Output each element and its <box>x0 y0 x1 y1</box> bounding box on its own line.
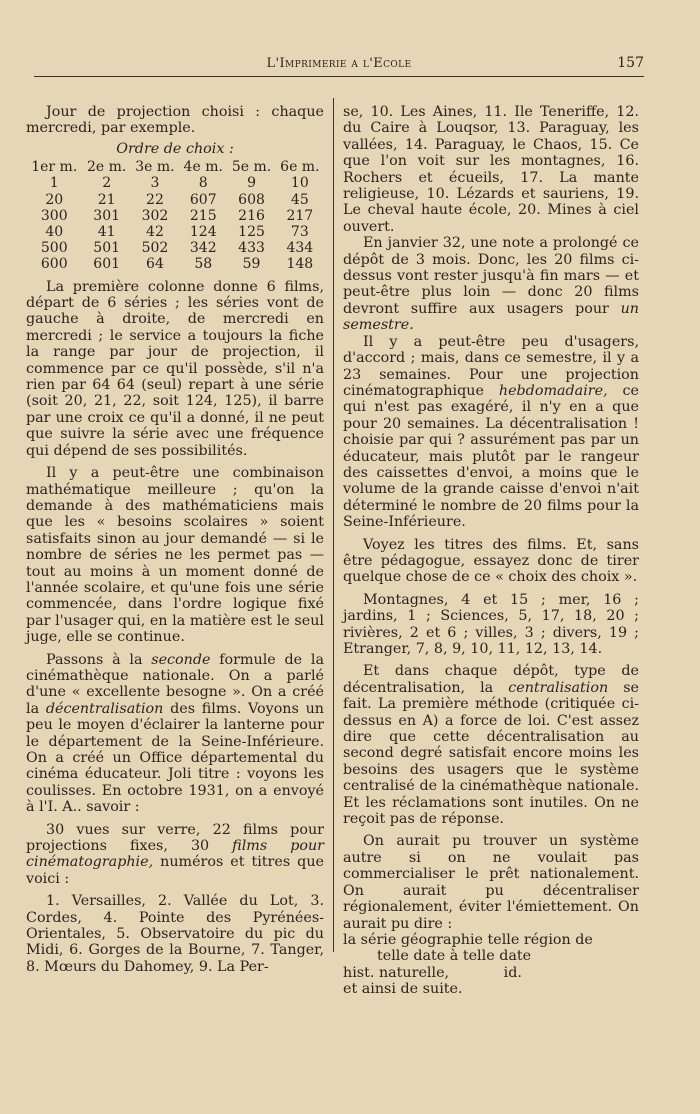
table-cell: 500 <box>40 240 68 257</box>
table-cell: 601 <box>93 256 121 273</box>
list-line: telle date à telle date <box>377 948 532 965</box>
text-run: En janvier 32, une note a prolongé ce dépôt de 3 mois. Donc, les 20 films ci-dessus vont rester jusqu'à fin mars — et peut-être plus loin — donc 20 films devront suffire aux usagers pour <box>343 235 639 317</box>
table-cell: 301 <box>93 207 121 224</box>
column-divider <box>333 98 334 952</box>
table-row <box>26 175 324 191</box>
table-row <box>26 192 324 208</box>
table-cell: 433 <box>238 240 265 257</box>
paragraph: Jour de projection choisi : chaque mercredi, par exemple. <box>26 104 324 137</box>
paragraph: se, 10. Les Aines, 11. Ile Teneriffe, 12. du Caire à Louqsor, 13. Paraguay, les vallées, 14. Paraguay, le Chaos, 15. Ce que l'on voit sur les montagnes, 16. Rochers et écueils, 17. La mante religieuse, 10. Lézards et sauriens, 19. Le cheval haute école, 20. Mines à ciel ouvert. <box>343 104 639 235</box>
table-header-cell: 5e m. <box>231 159 272 176</box>
list-line: la série géographie telle région de <box>343 931 593 948</box>
page-number: 157 <box>617 55 644 71</box>
table-cell: 434 <box>286 240 314 257</box>
table-title: Ordre de choix : <box>116 140 234 157</box>
table-cell: 41 <box>97 224 116 241</box>
paragraph <box>26 652 324 816</box>
paragraph: Il y a peut-être une combinaison mathématique meilleure ; qu'on la demande à des mathématiciens mais que les « besoins scolaires » soient satisfaits sinon au jour demandé — si le nombre de séries ne les permet pas — tout au moins à un moment donné de l'année scolaire, et qu'une fois une série commencée, dans l'ordre logique fixé par l'usager qui, en la matière est le seul juge, elle se continue. <box>26 465 324 646</box>
table-header-cell: 3e m. <box>135 159 175 176</box>
text-run: formule de la cinémathèque nationale. On a parlé d'une « excellente besogne ». On a créé la <box>26 651 324 717</box>
paragraph: Montagnes, 4 et 15 ; mer, 16 ; jardins, 1 ; Sciences, 5, 17, 18, 20 ; rivières, 2 et 6 ; villes, 3 ; divers, 19 ; Etranger, 7, 8, 9, 10, 11, 12, 13, 14. <box>343 591 639 657</box>
table-cell: 216 <box>238 207 265 224</box>
paragraph <box>26 822 324 888</box>
table-cell: 59 <box>242 256 261 273</box>
table-cell: 21 <box>97 191 116 208</box>
table-cell: 124 <box>189 224 217 241</box>
table-cell: 125 <box>238 224 265 241</box>
table-cell: 73 <box>290 224 309 241</box>
text-run: Passons à la <box>46 651 152 668</box>
text-run: se fait. La première méthode (critiquée ci-dessus en A) a force de loi. C'est assez dire que cette décentralisation au second degré satisfait encore moins les besoins des usagers que le système centralisé de la cinémathèque nationale. Et les réclamations sont inutiles. On ne reçoit pas de réponse. <box>343 679 640 828</box>
table-cell: 607 <box>189 191 217 208</box>
emphasis: seconde <box>151 651 211 668</box>
table-row <box>26 240 324 256</box>
text-run: Et dans chaque dépôt, type de décentralisation, la <box>343 663 639 696</box>
list-line: et ainsi de suite. <box>343 981 463 998</box>
text-run: Il y a peut-être peu d'usagers, d'accord ; mais, dans ce semestre, il y a 23 semaines. Pour une projection cinématographique <box>343 333 639 399</box>
table-cell: 64 <box>146 256 164 273</box>
list-line: hist. naturelle, id. <box>343 964 522 981</box>
text-run: ce qui n'est pas exagéré, il n'y en a que pour 20 semaines. La décentralisation ! choisie par qui ? assurément pas par un éducateur, mais plutôt par le rangeur des caissettes d'envoi, a moins que le volume de la grande caisse d'envoi n'ait déterminé le nombre de 20 films pour la Seine-Inférieure. <box>343 382 639 531</box>
table-row <box>26 208 324 224</box>
emphasis: un semestre. <box>343 300 639 334</box>
table-cell: 148 <box>286 256 314 273</box>
text-run: 30 vues sur verre, 22 films pour projections fixes, 30 <box>26 821 324 855</box>
table-cell: 22 <box>146 191 164 208</box>
paragraph: Voyez les titres des films. Et, sans être pédagogue, essayez donc de tirer quelque chose de ce « choix des choix ». <box>343 536 639 586</box>
table-row <box>26 256 324 272</box>
table-cell: 20 <box>45 191 64 208</box>
table-cell: 217 <box>286 207 314 224</box>
table-cell: 300 <box>40 207 68 224</box>
order-table <box>26 159 324 272</box>
table-cell: 608 <box>238 191 265 208</box>
table-cell: 1 <box>49 175 59 192</box>
table-header-cell: 2e m. <box>86 159 127 176</box>
running-header <box>34 54 644 77</box>
paragraph <box>343 663 639 827</box>
paragraph: La première colonne donne 6 films, départ de 6 séries ; les séries vont de gauche à droite, de mercredi en mercredi ; le service a toujours la fiche la range par jour de projection, il commence par ce qu'il possède, s'il n'a rien par 64 64 (seul) repart à une série (soit 20, 21, 22, soit 124, 125), il barre par une croix ce qu'il a donné, il ne peut que suivre la série avec une fréquence qui dépend de ses possibilités. <box>26 278 324 459</box>
table-cell: 9 <box>247 175 256 192</box>
table-cell: 501 <box>93 240 121 257</box>
table-cell: 45 <box>290 191 309 208</box>
table-cell: 600 <box>40 256 68 273</box>
table-cell: 2 <box>102 175 112 192</box>
paragraph: On aurait pu trouver un système autre si on ne voulait pas commercialiser le prêt nationalement. On aurait pu décentraliser régionalement, éviter l'émiettement. On aurait pu dire : <box>343 833 639 932</box>
table-header-row <box>26 159 324 175</box>
emphasis: hebdomadaire, <box>498 382 608 399</box>
left-column <box>26 104 324 975</box>
emphasis: décentralisation <box>45 700 164 717</box>
emphasis: centralisation <box>508 679 609 696</box>
table-cell: 58 <box>194 256 213 273</box>
text-run: des films. Voyons un peu le moyen d'éclairer la lanterne pour le département de la Seine-Inférieure. On a créé un Office départemental du cinéma éducateur. Joli titre : voyons les coulisses. En octobre 1931, on a envoyé à l'I. A.. savoir : <box>26 700 324 816</box>
paragraph: 1. Versailles, 2. Vallée du Lot, 3. Cordes, 4. Pointe des Pyrénées-Orientales, 5. Observatoire du pic du Midi, 6. Gorges de la Bourne, 7. Tanger, 8. Mœurs du Dahomey, 9. La Per- <box>26 893 324 975</box>
paragraph <box>343 334 639 531</box>
table-header-cell: 1er m. <box>31 159 78 176</box>
table-header-cell: 6e m. <box>280 159 320 176</box>
paragraph <box>343 235 639 333</box>
running-title: L'Imprimerie a l'Ecole <box>266 56 412 71</box>
emphasis: films pour cinématographie, <box>26 838 324 871</box>
table-cell: 10 <box>290 175 309 192</box>
table-row <box>26 224 324 240</box>
table-cell: 3 <box>150 175 160 192</box>
table-header-cell: 4e m. <box>183 159 223 176</box>
table-cell: 8 <box>198 175 208 192</box>
table-cell: 40 <box>45 224 64 241</box>
table-cell: 342 <box>189 240 217 257</box>
table-cell: 502 <box>141 240 169 257</box>
text-run: numéros et titres que voici : <box>26 854 324 887</box>
right-column <box>343 104 639 998</box>
table-cell: 302 <box>141 207 169 224</box>
table-cell: 215 <box>189 207 217 224</box>
table-cell: 42 <box>146 224 164 241</box>
